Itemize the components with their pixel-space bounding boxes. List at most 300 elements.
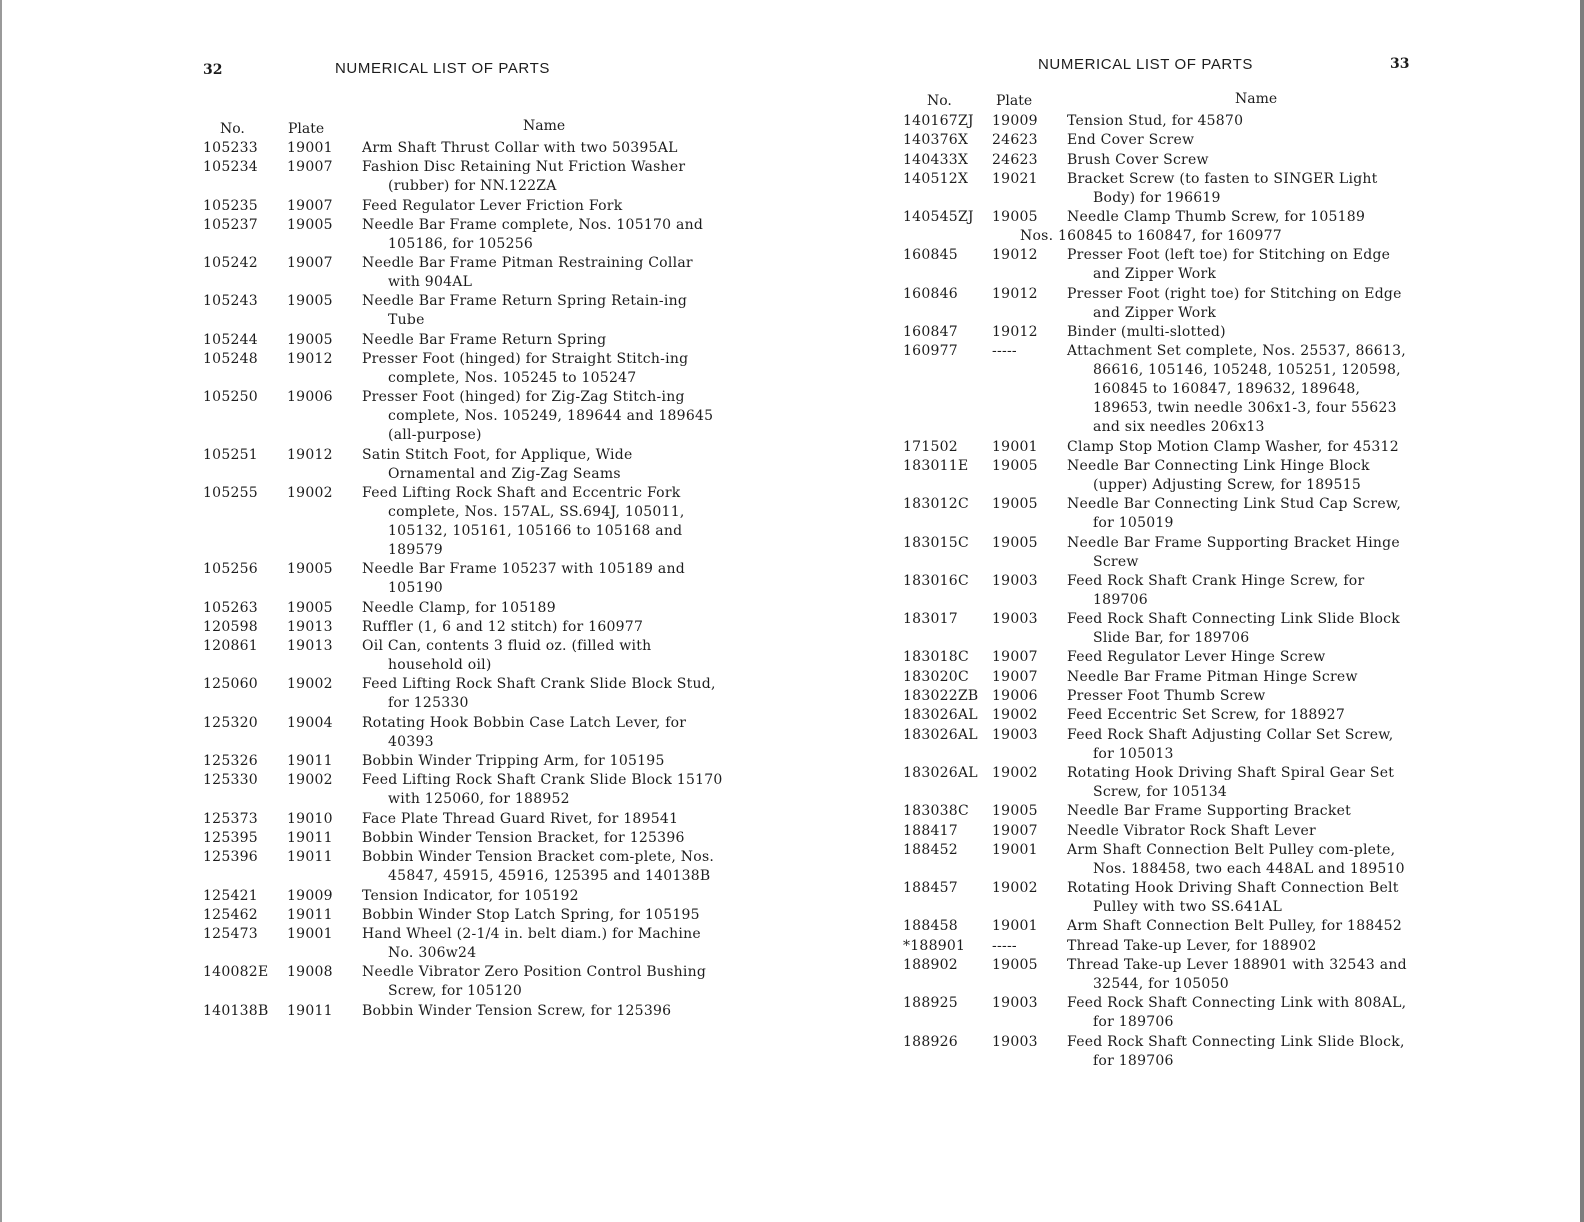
- part-number: 105235: [203, 197, 258, 214]
- plate-number: 19005: [992, 209, 1038, 226]
- part-number: 183026AL: [903, 707, 978, 724]
- part-number: 105234: [203, 159, 258, 176]
- plate-number: 19009: [287, 887, 333, 904]
- part-name: Feed Lifting Rock Shaft Crank Slide Block 15170 with 125060, for 188952: [362, 772, 723, 808]
- part-name: Presser Foot (left toe) for Stitching on Edge and Zipper Work: [1067, 247, 1391, 283]
- part-name-cell: [362, 887, 723, 906]
- part-row: [203, 254, 723, 292]
- part-name-cell: [362, 675, 723, 713]
- part-name: Rotating Hook Driving Shaft Spiral Gear Set Screw, for 105134: [1067, 764, 1395, 800]
- part-number: 183016C: [903, 572, 969, 589]
- plate-number: 19003: [992, 726, 1038, 743]
- page-number: 32: [203, 62, 223, 78]
- part-name-cell: [1067, 495, 1415, 533]
- part-name-cell: [1067, 246, 1415, 284]
- part-row: [203, 158, 723, 196]
- part-row: [203, 925, 723, 963]
- plate-number: 19003: [992, 611, 1038, 628]
- part-row: [903, 495, 1415, 533]
- part-name-cell: [1067, 822, 1415, 841]
- part-name: Needle Bar Frame Pitman Hinge Screw: [1067, 668, 1358, 685]
- part-name-cell: [362, 292, 723, 330]
- plate-number: 19007: [992, 822, 1038, 839]
- part-row: [903, 246, 1415, 284]
- part-number: 140082E: [203, 964, 269, 981]
- part-name-cell: [362, 906, 723, 925]
- header-plate: Plate: [288, 121, 325, 137]
- part-name: Feed Eccentric Set Screw, for 188927: [1067, 707, 1346, 724]
- page-title: NUMERICAL LIST OF PARTS: [335, 60, 550, 77]
- part-name: Brush Cover Screw: [1067, 151, 1209, 168]
- part-row: [903, 208, 1415, 227]
- part-name-cell: [362, 446, 723, 484]
- part-name-cell: [1067, 170, 1415, 208]
- part-name-cell: [362, 714, 723, 752]
- part-number: 105242: [203, 255, 258, 272]
- part-name-cell: [362, 752, 723, 771]
- part-row: [203, 331, 723, 350]
- part-name-cell: [362, 484, 723, 560]
- part-row: [903, 112, 1415, 131]
- part-number: 188925: [903, 995, 958, 1012]
- part-row: [203, 388, 723, 445]
- plate-number: 19007: [287, 197, 333, 214]
- part-number: 140433X: [903, 151, 969, 168]
- part-number: 160846: [903, 285, 958, 302]
- part-name: Bracket Screw (to fasten to SINGER Light Body) for 196619: [1067, 170, 1378, 206]
- part-name-cell: [1067, 706, 1415, 725]
- part-name: Attachment Set complete, Nos. 25537, 86613, 86616, 105146, 105248, 105251, 120598, 160845 to 160847, 189632, 189648, 189653, twin needle 306x1-3, four 55623 and six needles 206x13: [1067, 343, 1406, 436]
- part-number: 125462: [203, 906, 258, 923]
- part-name-cell: [1067, 879, 1415, 917]
- header-plate: Plate: [996, 93, 1033, 109]
- part-name: End Cover Screw: [1067, 132, 1195, 149]
- part-number: 105233: [203, 140, 258, 156]
- part-name-cell: [362, 618, 723, 637]
- plate-number: 19003: [992, 1033, 1038, 1050]
- part-number: 188457: [903, 880, 958, 897]
- part-name: Thread Take-up Lever 188901 with 32543 and 32544, for 105050: [1067, 957, 1407, 993]
- scan-edge-right: [1580, 0, 1584, 1222]
- part-name: Oil Can, contents 3 fluid oz. (filled with household oil): [362, 638, 652, 674]
- plate-number: 19003: [992, 995, 1038, 1012]
- part-row: [203, 771, 723, 809]
- plate-number: 19008: [287, 964, 333, 981]
- plate-number: 19005: [992, 457, 1038, 474]
- plate-number: 19007: [287, 255, 333, 272]
- plate-number: 19011: [287, 906, 333, 923]
- plate-number: 19011: [287, 753, 333, 770]
- part-name-cell: [1067, 285, 1415, 323]
- part-name: Needle Bar Frame complete, Nos. 105170 and 105186, for 105256: [362, 216, 704, 252]
- part-row: [203, 848, 723, 886]
- part-row: [903, 822, 1415, 841]
- part-number: 188452: [903, 841, 958, 858]
- part-name-cell: [1067, 764, 1415, 802]
- part-number: 183038C: [903, 803, 969, 820]
- plate-number: 19011: [287, 1002, 333, 1019]
- part-name-cell: [1067, 208, 1415, 227]
- plate-number: 19012: [992, 324, 1038, 341]
- part-number: 171502: [903, 438, 958, 455]
- plate-number: 19006: [992, 688, 1038, 705]
- part-name-cell: [362, 771, 723, 809]
- part-name: Feed Rock Shaft Connecting Link with 808AL, for 189706: [1067, 995, 1407, 1031]
- part-number: 125396: [203, 849, 258, 866]
- part-number: 188458: [903, 918, 958, 935]
- part-name-cell: [1067, 151, 1415, 170]
- part-number: 183026AL: [903, 764, 978, 781]
- part-row: [903, 342, 1415, 437]
- part-number: 125330: [203, 772, 258, 789]
- part-row: [203, 963, 723, 1001]
- part-name: Bobbin Winder Tripping Arm, for 105195: [362, 753, 665, 770]
- part-row: [903, 534, 1415, 572]
- part-name-cell: [362, 599, 723, 618]
- part-name: Presser Foot (hinged) for Zig-Zag Stitch-ing complete, Nos. 105249, 189644 and 189645 (all-purpose): [362, 389, 714, 444]
- part-name-cell: [1067, 841, 1415, 879]
- plate-number: 19003: [992, 572, 1038, 589]
- plate-number: -----: [992, 937, 1017, 954]
- part-number: 105255: [203, 484, 258, 501]
- part-row: [903, 764, 1415, 802]
- part-name-cell: [1067, 917, 1415, 936]
- part-name-cell: [362, 848, 723, 886]
- part-row: [203, 197, 723, 216]
- part-number: 105263: [203, 599, 258, 616]
- part-name-cell: [1067, 534, 1415, 572]
- part-row: [903, 917, 1415, 936]
- part-row: [903, 610, 1415, 648]
- plate-number: 19002: [992, 707, 1038, 724]
- part-number: 183026AL: [903, 726, 978, 743]
- part-number: 105237: [203, 216, 258, 233]
- part-name: Needle Vibrator Rock Shaft Lever: [1067, 822, 1316, 839]
- plate-number: 19002: [287, 772, 333, 789]
- part-name: Tension Stud, for 45870: [1067, 113, 1244, 129]
- plate-number: 19012: [287, 446, 333, 463]
- part-name-cell: [1067, 438, 1415, 457]
- part-name-cell: [1067, 994, 1415, 1032]
- part-name: Arm Shaft Connection Belt Pulley com-plete, Nos. 188458, two each 448AL and 189510: [1067, 841, 1405, 877]
- part-row: [903, 668, 1415, 687]
- part-row: [203, 1002, 723, 1021]
- part-name: Feed Rock Shaft Connecting Link Slide Block Slide Bar, for 189706: [1067, 611, 1400, 647]
- part-name-cell: [362, 925, 723, 963]
- plate-number: 19002: [287, 484, 333, 501]
- plate-number: 19011: [287, 829, 333, 846]
- parts-list: [203, 139, 723, 1021]
- part-name-cell: [362, 197, 723, 216]
- part-number: 160845: [903, 247, 958, 264]
- part-name-cell: [362, 254, 723, 292]
- part-number: 183018C: [903, 649, 969, 666]
- part-row: [203, 292, 723, 330]
- plate-number: -----: [992, 343, 1017, 360]
- part-number: 120861: [203, 638, 258, 655]
- part-number: 105251: [203, 446, 258, 463]
- part-name-cell: [362, 963, 723, 1001]
- part-name: Needle Bar Frame Pitman Restraining Collar with 904AL: [362, 255, 693, 291]
- part-name-cell: [362, 560, 723, 598]
- part-name-cell: [1067, 112, 1415, 131]
- part-number: 140138B: [203, 1002, 269, 1019]
- header-no: No.: [220, 121, 245, 137]
- part-number: 183012C: [903, 496, 969, 513]
- plate-number: 19006: [287, 389, 333, 406]
- part-name: Bobbin Winder Stop Latch Spring, for 105195: [362, 906, 700, 923]
- part-row: [903, 802, 1415, 821]
- plate-number: 19007: [992, 668, 1038, 685]
- plate-number: 19021: [992, 170, 1038, 187]
- header-no: No.: [927, 93, 952, 109]
- part-name: Thread Take-up Lever, for 188902: [1067, 937, 1317, 954]
- plate-number: 19005: [992, 496, 1038, 513]
- part-number: 105248: [203, 351, 258, 368]
- plate-number: 19005: [287, 293, 333, 310]
- part-number: 140167ZJ: [903, 113, 974, 129]
- part-row: [903, 131, 1415, 150]
- part-row: [903, 879, 1415, 917]
- part-name: Tension Indicator, for 105192: [362, 887, 579, 904]
- part-row: [203, 599, 723, 618]
- part-row: [903, 648, 1415, 667]
- part-name: Presser Foot Thumb Screw: [1067, 688, 1266, 705]
- part-name-cell: [1067, 342, 1415, 437]
- part-row: [203, 675, 723, 713]
- page-title: NUMERICAL LIST OF PARTS: [1038, 56, 1253, 73]
- part-name: Needle Vibrator Zero Position Control Bushing Screw, for 105120: [362, 964, 707, 1000]
- part-name: Needle Clamp, for 105189: [362, 599, 556, 616]
- part-number: 183015C: [903, 534, 969, 551]
- part-row: [203, 810, 723, 829]
- part-number: 188417: [903, 822, 958, 839]
- part-name: Bobbin Winder Tension Bracket, for 125396: [362, 829, 685, 846]
- plate-number: 19010: [287, 810, 333, 827]
- part-row: [203, 216, 723, 254]
- part-name-cell: [362, 637, 723, 675]
- plate-number: 19005: [287, 216, 333, 233]
- plate-number: 19002: [287, 676, 333, 693]
- plate-number: 19001: [287, 140, 333, 156]
- plate-number: 19007: [287, 159, 333, 176]
- part-number: 105256: [203, 561, 258, 578]
- part-name: Needle Bar Frame Supporting Bracket Hinge Screw: [1067, 534, 1400, 570]
- part-name: Needle Clamp Thumb Screw, for 105189: [1067, 209, 1366, 226]
- part-name: Rotating Hook Bobbin Case Latch Lever, for 40393: [362, 714, 687, 750]
- part-number: 125473: [203, 926, 258, 943]
- part-name: Hand Wheel (2-1/4 in. belt diam.) for Machine No. 306w24: [362, 926, 701, 962]
- plate-number: 19013: [287, 638, 333, 655]
- part-name: Needle Bar Connecting Link Hinge Block (upper) Adjusting Screw, for 189515: [1067, 457, 1370, 493]
- plate-number: 19005: [992, 957, 1038, 974]
- plate-number: 19005: [287, 599, 333, 616]
- scan-edge-left: [0, 0, 2, 1222]
- part-row: [203, 350, 723, 388]
- plate-number: 19001: [992, 918, 1038, 935]
- plate-number: 19009: [992, 113, 1038, 129]
- plate-number: 19001: [287, 926, 333, 943]
- plate-number: 19001: [992, 841, 1038, 858]
- part-name-cell: [362, 810, 723, 829]
- part-name-cell: [1067, 956, 1415, 994]
- plate-number: 19004: [287, 714, 333, 731]
- part-name: Needle Bar Frame Return Spring: [362, 331, 607, 348]
- part-name-cell: [362, 216, 723, 254]
- part-number: 188926: [903, 1033, 958, 1050]
- part-number: 125421: [203, 887, 258, 904]
- part-row: [203, 714, 723, 752]
- part-name-cell: [1067, 1033, 1415, 1071]
- header-name: Name: [523, 118, 566, 134]
- part-row: [203, 446, 723, 484]
- part-row: [203, 906, 723, 925]
- plate-number: 19011: [287, 849, 333, 866]
- part-row: [903, 726, 1415, 764]
- part-row: [903, 994, 1415, 1032]
- part-row: [903, 438, 1415, 457]
- part-name: Clamp Stop Motion Clamp Washer, for 45312: [1067, 438, 1399, 455]
- part-row: [203, 637, 723, 675]
- part-number: 183020C: [903, 668, 969, 685]
- part-name-cell: [1067, 937, 1415, 956]
- part-row: [203, 829, 723, 848]
- part-name-cell: [1067, 687, 1415, 706]
- plate-number: 19013: [287, 618, 333, 635]
- page-number: 33: [1390, 56, 1410, 72]
- part-number: 183017: [903, 611, 958, 628]
- part-row: [203, 618, 723, 637]
- plate-number: 19007: [992, 649, 1038, 666]
- part-name: Rotating Hook Driving Shaft Connection Belt Pulley with two SS.641AL: [1067, 880, 1399, 916]
- part-note: Nos. 160845 to 160847, for 160977: [1020, 228, 1282, 245]
- plate-number: 24623: [992, 151, 1038, 168]
- part-name: Arm Shaft Connection Belt Pulley, for 188452: [1067, 918, 1402, 935]
- part-number: 105250: [203, 389, 258, 406]
- part-name: Needle Bar Connecting Link Stud Cap Screw, for 105019: [1067, 496, 1402, 532]
- part-name: Ruffler (1, 6 and 12 stitch) for 160977: [362, 618, 644, 635]
- part-name-cell: [362, 331, 723, 350]
- part-number: 140376X: [903, 132, 969, 149]
- part-name-cell: [1067, 457, 1415, 495]
- part-number: 160977: [903, 343, 958, 360]
- plate-number: 19005: [287, 561, 333, 578]
- part-name: Bobbin Winder Tension Bracket com-plete, Nos. 45847, 45915, 45916, 125395 and 140138B: [362, 849, 715, 885]
- part-number: 125395: [203, 829, 258, 846]
- plate-number: 24623: [992, 132, 1038, 149]
- part-name-cell: [362, 1002, 723, 1021]
- part-name: Presser Foot (hinged) for Straight Stitch-ing complete, Nos. 105245 to 105247: [362, 351, 689, 387]
- part-note-row: [903, 227, 1415, 246]
- plate-number: 19002: [992, 764, 1038, 781]
- part-name: Needle Bar Frame 105237 with 105189 and 105190: [362, 561, 685, 597]
- part-name: Feed Lifting Rock Shaft and Eccentric Fork complete, Nos. 157AL, SS.694J, 105011, 105132, 105161, 105166 to 105168 and 189579: [362, 484, 685, 558]
- part-name-cell: [362, 829, 723, 848]
- part-name: Binder (multi-slotted): [1067, 324, 1226, 341]
- part-number: 140512X: [903, 170, 969, 187]
- part-name: Feed Rock Shaft Crank Hinge Screw, for 189706: [1067, 572, 1365, 608]
- part-number: 105244: [203, 331, 258, 348]
- part-name: Satin Stitch Foot, for Applique, Wide Ornamental and Zig-Zag Seams: [362, 446, 633, 482]
- part-number: 105243: [203, 293, 258, 310]
- part-number: 160847: [903, 324, 958, 341]
- plate-number: 19012: [992, 285, 1038, 302]
- plate-number: 19012: [992, 247, 1038, 264]
- part-number: 183011E: [903, 457, 969, 474]
- part-name: Presser Foot (right toe) for Stitching on Edge and Zipper Work: [1067, 285, 1402, 321]
- plate-number: 19005: [287, 331, 333, 348]
- part-number: 125320: [203, 714, 258, 731]
- part-name-cell: [1067, 323, 1415, 342]
- part-name-cell: [1067, 726, 1415, 764]
- part-number: 120598: [203, 618, 258, 635]
- part-row: [903, 170, 1415, 208]
- part-number: *188901: [903, 937, 966, 954]
- part-row: [903, 841, 1415, 879]
- part-number: 125373: [203, 810, 258, 827]
- part-number: 125060: [203, 676, 258, 693]
- part-row: [203, 560, 723, 598]
- header-name: Name: [1235, 91, 1278, 107]
- part-name-cell: [362, 139, 723, 158]
- part-row: [903, 323, 1415, 342]
- part-name: Feed Lifting Rock Shaft Crank Slide Block Stud, for 125330: [362, 676, 716, 712]
- part-row: [903, 572, 1415, 610]
- part-name: Feed Regulator Lever Hinge Screw: [1067, 649, 1326, 666]
- part-row: [903, 687, 1415, 706]
- part-row: [903, 937, 1415, 956]
- part-name-cell: [1067, 668, 1415, 687]
- part-row: [903, 1033, 1415, 1071]
- plate-number: 19002: [992, 880, 1038, 897]
- parts-list: [903, 112, 1415, 1071]
- plate-number: 19005: [992, 534, 1038, 551]
- part-name: Bobbin Winder Tension Screw, for 125396: [362, 1002, 672, 1019]
- part-name-cell: [362, 158, 723, 196]
- part-row: [203, 752, 723, 771]
- part-number: 125326: [203, 753, 258, 770]
- part-name: Face Plate Thread Guard Rivet, for 189541: [362, 810, 679, 827]
- part-row: [203, 484, 723, 560]
- part-row: [203, 887, 723, 906]
- part-row: [903, 151, 1415, 170]
- part-name-cell: [362, 388, 723, 445]
- part-name: Arm Shaft Thrust Collar with two 50395AL: [362, 140, 678, 156]
- part-name-cell: [1067, 802, 1415, 821]
- part-row: [903, 285, 1415, 323]
- part-name-cell: [1067, 572, 1415, 610]
- part-row: [203, 139, 723, 158]
- plate-number: 19005: [992, 803, 1038, 820]
- part-row: [903, 706, 1415, 725]
- part-name: Feed Rock Shaft Connecting Link Slide Block, for 189706: [1067, 1033, 1405, 1069]
- part-name-cell: [1067, 648, 1415, 667]
- part-row: [903, 457, 1415, 495]
- part-number: 183022ZB: [903, 688, 979, 705]
- part-name-cell: [362, 350, 723, 388]
- part-name: Fashion Disc Retaining Nut Friction Washer (rubber) for NN.122ZA: [362, 159, 686, 195]
- part-name: Feed Rock Shaft Adjusting Collar Set Screw, for 105013: [1067, 726, 1394, 762]
- part-name: Feed Regulator Lever Friction Fork: [362, 197, 623, 214]
- plate-number: 19012: [287, 351, 333, 368]
- part-name: Needle Bar Frame Supporting Bracket: [1067, 803, 1352, 820]
- part-name-cell: [1067, 131, 1415, 150]
- part-number: 188902: [903, 957, 958, 974]
- part-row: [903, 956, 1415, 994]
- part-name: Needle Bar Frame Return Spring Retain-ing Tube: [362, 293, 688, 329]
- plate-number: 19001: [992, 438, 1038, 455]
- part-number: 140545ZJ: [903, 209, 974, 226]
